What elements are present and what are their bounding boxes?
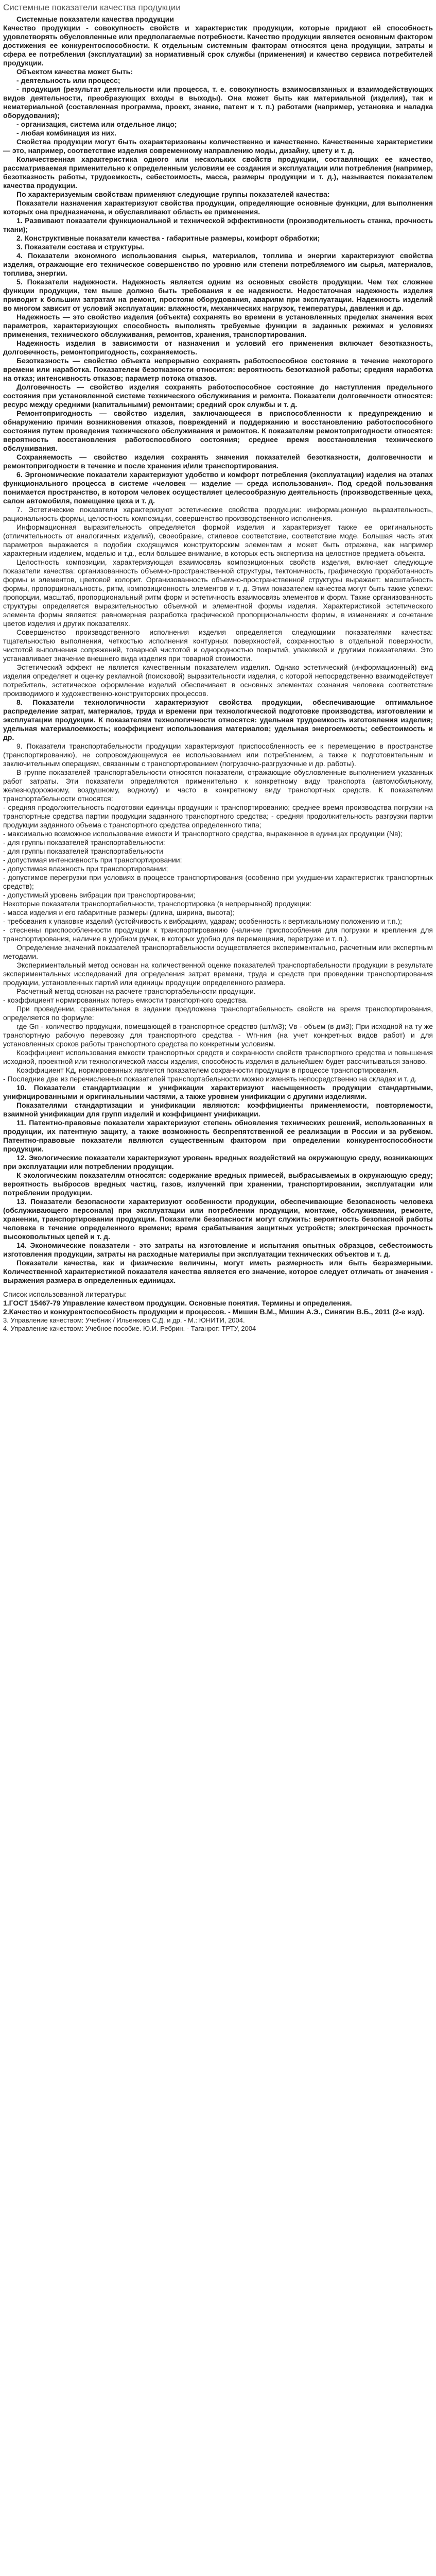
paragraph: Безотказность — свойство объекта непрерывно сохранять работоспособное состояние в течение некоторого времени или наработка. Показателем безотказности относится: вероятность безотказной работы; средняя наработка на отказ; интенсивность отказов; параметр потока отказов. — [3, 357, 433, 382]
paragraph: 12. Экологические показатели характеризуют уровень вредных воздействий на окружающую среду, возникающих при эксплуатации или потреблении продукции. — [3, 1154, 433, 1171]
paragraph: - стеснены приспособленности продукции к транспортированию (наличие приспособления для погрузки и крепления для транспортирования, наличие в удобном ручек, в которых удобно для перемещения, перегрузке и т. п.). — [3, 926, 433, 943]
paragraph: Показателями стандартизации и унификации являются: коэффициенты применяемости, повторяемости, взаимной унификации для групп изделий и коэффициент унификации. — [3, 1101, 433, 1118]
paragraph: Целостность композиции, характеризующая взаимосвязь композиционных свойств изделия, включает следующие показатели качества: организованность объемно-пространственной структуры, тектоничность, графическую проработанность формы и элементов, цветовой колорит. Организованность объемно-пространственной структуры выражает: масштабность формы, пропорциональность, ритм, композиционность элементов и т. д. Этим показателем качества могут быть такие успехи: пропорции, масштаб, пропорциональный ритм форм и эстетичность взаимосвязь элементов и форм. Также организованность структуры определяется выразительностью объемной и элементной формы изделия. Характеристикой эстетического элемента формы является: равномерная разработка графической пропорциональности формы, в изменениях и сочетание цветов изделия и других показателях. — [3, 558, 433, 628]
paragraph: - любая комбинация из них. — [16, 129, 117, 137]
paragraph: Коэффициент использования емкости транспортных средств и сохранности свойств транспортного средства и повышения исходной, проектной или технологической массы изделия, способность изделия в дальнейшем будет рассчитываться заново. — [3, 1048, 433, 1065]
paragraph: Ремонтопригодность — свойство изделия, заключающееся в приспособленности к предупреждению и обнаружению причин возникновения отказов, повреждений и поддержанию и восстановлению работоспособного состояния путем проведения технического обслуживания и ремонтов. К показателям ремонтопригодности относятся: вероятность восстановления работоспособного состояния; среднее время восстановления технического обслуживания. — [3, 409, 433, 452]
paragraph: Надежность — это свойство изделия (объекта) сохранять во времени в установленных пределах значения всех параметров, характеризующих способность выполнять требуемые функции в заданных режимах и условиях применения, технического обслуживания, ремонтов, хранения, транспортирования. — [3, 313, 433, 338]
paragraph: - деятельность или процесс; — [16, 76, 120, 84]
paragraph: При проведении, сравнительная в задании предложена транспортабельность свойств на время транспортирования, определяется по формуле: — [3, 1005, 433, 1022]
paragraph: Свойства продукции могут быть охарактеризованы количественно и качественно. Качественные характеристики — это, например, соответствие изделия современному направлению моды, дизайну, цвету и т. д. — [3, 138, 433, 155]
paragraph: 10. Показатели стандартизации и унификации характеризуют насыщенность продукции стандартными, унифицированными и оригинальными частями, а также уровнем унификации с другими изделиями. — [3, 1083, 433, 1100]
paragraph: Эстетический эффект не является качественным показателем изделия. Однако эстетический (информационный) вид изделия определяет и оценку рекламной (поисковой) выразительности изделия, с которой непосредственно взаимодействует потребитель, эстетическое оформление изделий обеспечивает в основных элементах сознания человека соответствие производимого и художественно-конструкторских процессов. — [3, 663, 433, 698]
paragraph: - организация, система или отдельное лицо; — [16, 120, 177, 128]
literature-item: 2.Качество и конкурентоспособность продукции и процессов. - Мишин В.М., Мишин А.Э., Синягин В.Б., 2011 (2-е изд). — [3, 1308, 425, 1316]
paragraph: Экспериментальный метод основан на количественной оценке показателей транспортабельности продукции в результате экспериментальных исследований для определения затрат времени, труда и средств при проведении транспортирования продукции, установленных партий или единицы продукции определенного размера. — [3, 961, 433, 987]
literature-list — [3, 1290, 433, 1333]
paragraph: 8. Показатели технологичности характеризуют свойства продукции, обеспечивающие оптимальное распределение затрат, материалов, труда и времени при технологической подготовке производства, изготовлении и эксплуатации продукции. К показателям технологичности относятся: удельная трудоемкость изготовления изделия; удельная материалоемкость; коэффициент использования материалов; удельная энергоемкость; себестоимость и др. — [3, 698, 433, 741]
paragraph: Совершенство производственного исполнения изделия определяется следующими показателями качества: тщательностью выполнения, четкостью исполнения контурных поверхностей, сохранностью в отдельной поверхности, чистотой выполнения сопряжений, товарной чистотой и однородностью покрытий, упаковкой и другими показателями. Это устанавливает значение внешнего вида изделия при товарной стоимости. — [3, 628, 433, 663]
paragraph: 4. Показатели экономного использования сырья, материалов, топлива и энергии характеризуют свойства изделия, отражающие его техническое совершенство по уровню или степени потребляемого им сырья, материалов, топлива, энергии. — [3, 251, 433, 277]
paragraph: - допустимая интенсивность при транспортировании: — [3, 856, 182, 864]
paragraph: Качество продукции - совокупность свойств и характеристик продукции, которые придают ей способность удовлетворять обусловленные или предполагаемые потребности. Качество продукции является основным фактором достижения ее конкурентоспособности. К отдельным системным факторам относятся цена продукции, затраты и сфера ее потребления (эксплуатации) за нормативный срок службы (применения) и качество сервиса потребителей продукции. — [3, 24, 433, 67]
paragraph: В группе показателей транспортабельности относятся показатели, отражающие обусловленные выполнением указанных работ затраты. Эти показатели определяются применительно к конкретному виду транспорта (автомобильному, железнодорожному, воздушному, водному) и часто в конкретному виду транспортных средств. К показателям транспортабельности относятся: — [3, 768, 433, 803]
paragraph: - для группы показателей транспортабельности: — [3, 838, 165, 846]
paragraph: Информационная выразительность определяется формой изделия и характеризует также ее оригинальность (отличительность от аналогичных изделий), своеобразие, стилевое соответствие, соответствие моде. Большая часть этих параметров выражается в подобии сходящимся конструкторским элементам и может быть отражена, как например характерным изделием, моделью и т.д., если большее внимание, в которых есть экспертиза на целостное предмета-объекта. — [3, 523, 433, 557]
paragraph: Объектом качества может быть: — [16, 67, 133, 76]
paragraph: где Gп - количество продукции, помещающей в транспортное средство (шт/м3); Vв - объем (в дм3); При исходной на ту же транспортную рабочую перевозку для транспортного средства - Wп-ния (на учет конкретных видов работ) и для установленных сроков работы транспортного средства по конкретным условиям. — [3, 1022, 433, 1048]
paragraph: - средняя продолжительность подготовки единицы продукции к транспортированию; среднее время производства погрузки на транспортные средства партии продукции заданного транспортного средства; - средняя продолжительность разгрузки партии продукции заданного объема с транспортного средства определенного типа; — [3, 803, 433, 829]
paragraph: Показатели назначения характеризуют свойства продукции, определяющие основные функции, для выполнения которых она предназначена, и обуславливают область ее применения. — [3, 199, 433, 216]
paragraph: 9. Показатели транспортабельности продукции характеризуют приспособленность ее к перемещению в пространстве (транспортированию), не сопровождающемуся ее использованием или потреблением, а также к подготовительным и заключительным операциям, связанным с транспортированием (погрузочно-разгрузочные и др. работы). — [3, 742, 433, 768]
paragraph: 3. Показатели состава и структуры. — [16, 243, 144, 251]
literature-item: 1.ГОСТ 15467-79 Управление качеством продукции. Основные понятия. Термины и определения. — [3, 1299, 352, 1307]
paragraph: - Последние две из перечисленных показателей транспортабельности можно изменять непосредственно на складах и т. д. — [3, 1075, 417, 1083]
paragraph: Количественная характеристика одного или нескольких свойств продукции, составляющих ее качество, рассматриваемая применительно к определенным условиям ее создания и эксплуатации или потребления (например, безотказность работы, трудоемкость, себестоимость, масса, размеры продукции и т. д.), называется показателем качества продукции. — [3, 155, 433, 190]
paragraph: 7. Эстетические показатели характеризуют эстетические свойства продукции: информационную выразительность, рациональность формы, целостность композиции, совершенство производственного исполнения. — [3, 505, 433, 522]
page-title: Системные показатели качества продукции — [3, 3, 181, 12]
paragraph: Сохраняемость — свойство изделия сохранять значения показателей безотказности, долговечности и ремонтопригодности в течение и после хранения и/или транспортирования. — [3, 453, 433, 470]
paragraph: 11. Патентно-правовые показатели характеризуют степень обновления технических решений, использованных в продукции, их патентную защиту, а также возможность беспрепятственной ее реализации в России и за рубежом. Патентно-правовые показатели являются существенным фактором при определении конкурентоспособности продукции. — [3, 1118, 433, 1153]
paragraph: 5. Показатели надежности. Надежность является одним из основных свойств продукции. Чем тех сложнее функции продукции, тем выше должно быть требования к ее надежности. Недостаточная надежность изделия приводит к большим затратам на ремонт, простоям оборудования, авариям при эксплуатации. Надежность изделий во многом зависит от условий эксплуатации: влажности, механических нагрузок, температуры, давления и др. — [3, 278, 433, 312]
paragraph: 1. Развивают показатели функциональной и технической эффективности (производительность станка, прочность ткани); — [3, 216, 433, 233]
paragraph: 2. Конструктивные показатели качества - габаритные размеры, комфорт обработки; — [16, 234, 320, 242]
paragraph: - продукция (результат деятельности или процесса, т. е. совокупность взаимосвязанных и взаимодействующих видов деятельности, преобразующих входы в выходы). Она может быть как материальной (изделия), так и нематериальной (составленная программа, проект, знание, патент и т. п.) работами (например, установка и наладка оборудования); — [3, 85, 433, 120]
paragraph: 6. Эргономические показатели характеризуют удобство и комфорт потребления (эксплуатации) изделия на этапах функционального процесса в системе «человек — изделие — среда использования». Под средой пользования понимается пространство, в котором человек осуществляет целесообразную деятельность (производственные цеха, салон автомобиля, помещение цеха и т. д. — [3, 470, 433, 505]
literature-item: 4. Управление качеством: Учебное пособие. Ю.И. Ребрин. - Таганрог: ТРТУ, 2004 — [3, 1325, 256, 1332]
paragraph: 13. Показатели безопасности характеризуют особенности продукции, обеспечивающие безопасность человека (обслуживающего персонала) при эксплуатации или потреблении продукции, монтаже, обслуживании, ремонте, хранении, транспортировании продукции. Показатели безопасности могут служить: вероятность безопасной работы человека в течение определенного времени; время срабатывания защитных устройств; электрическая прочность высоковольтных цепей и т. д. — [3, 1197, 433, 1241]
paragraph: - максимально возможное использование емкости И транспортного средства, выраженное в единицах продукции (Nв); — [3, 829, 403, 838]
document-body — [3, 15, 433, 1285]
paragraph: - требования к упаковке изделий (устойчивость к вибрациям, ударам; особенность к вертикальному положению и т.п.); — [3, 917, 403, 925]
paragraph: - для группы показателей транспортабельности — [3, 847, 163, 855]
paragraph: - коэффициент нормированных потерь емкости транспортного средства. — [3, 996, 248, 1004]
paragraph: Определение значений показателей транспортабельности осуществляется экспериментально, расчетным или экспертным методами. — [3, 943, 433, 960]
literature-label: Список использованной литературы: — [3, 1290, 127, 1298]
paragraph: Коэффициент Kд, нормированных является показателем сохранности продукции в процессе транспортирования. — [16, 1066, 399, 1074]
paragraph: - допустимый уровень вибрации при транспортировании; — [3, 891, 196, 899]
paragraph: Системные показатели качества продукции — [16, 15, 174, 23]
paragraph: По характеризуемым свойствам применяют следующие группы показателей качества: — [16, 190, 330, 198]
paragraph: 14. Экономические показатели - это затраты на изготовление и испытания опытных образцов, себестоимость изготовления продукции, затраты на расходные материалы при эксплуатации технических объектов и т. д. — [3, 1241, 433, 1258]
paragraph: Некоторые показатели транспортабельности, транспортировка (в непрерывной) продукции: — [3, 900, 312, 908]
paragraph: - допустимое перегрузки при условиях в процессе транспортирования (особенно при ухудшении характеристик транспортных средств); — [3, 873, 433, 890]
literature-item: 3. Управление качеством: Учебник / Ильенкова С.Д. и др. - М.: ЮНИТИ, 2004. — [3, 1316, 245, 1324]
paragraph: Долговечность — свойство изделия сохранять работоспособное состояние до наступления предельного состояния при установленной системе технического обслуживания и ремонта. Показатели долговечности относятся: ресурс между средними (капитальными) ремонтами; средний срок службы и т. д. — [3, 383, 433, 409]
paragraph: К экологическим показателям относятся: содержание вредных примесей, выбрасываемых в окружающую среду; вероятность выбросов вредных частиц, газов, излучений при хранении, транспортировании, эксплуатации или потреблении продукции. — [3, 1171, 433, 1197]
paragraph: - допустимая влажность при транспортировании; — [3, 865, 168, 873]
paragraph: Надежность изделия в зависимости от назначения и условий его применения включает безотказность, долговечность, ремонтопригодность, сохраняемость. — [3, 339, 433, 356]
paragraph: - масса изделия и его габаритные размеры (длина, ширина, высота); — [3, 908, 235, 917]
paragraph: Показатели качества, как и физические величины, могут иметь размерность или быть безразмерными. Количественной характеристикой показателя качества является его значение, которое следует отличать от значения - выражения размера в определенных единицах. — [3, 1259, 433, 1284]
paragraph: Расчетный метод основан на расчете транспортабельности продукции. — [16, 987, 256, 995]
